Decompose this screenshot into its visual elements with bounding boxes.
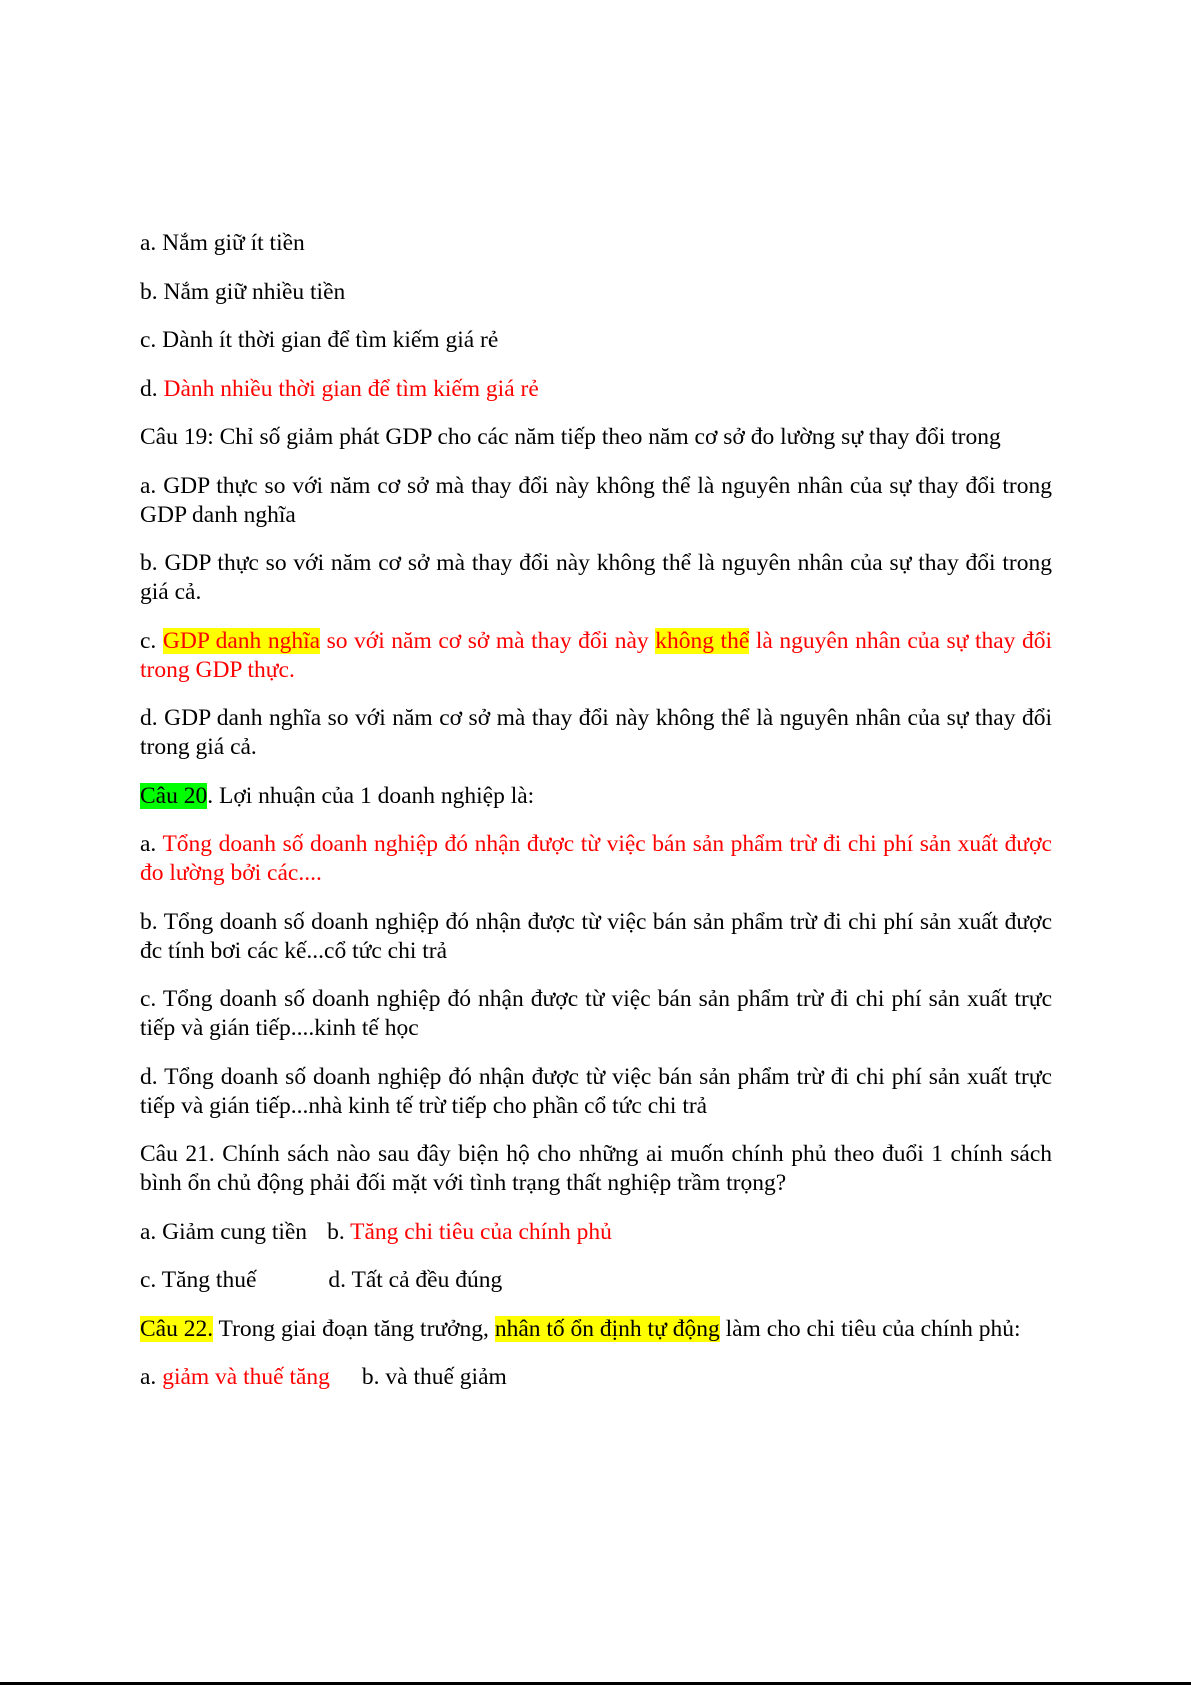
q20-option-a-answer: Tổng doanh số doanh nghiệp đó nhận được từ việc bán sản phẩm trừ đi chi phí sản xuất được đo lường bởi các.... [140,831,1052,886]
q19-option-c-mid: so với năm cơ sở mà thay đổi này [320,627,656,654]
q18-option-c: c. Dành ít thời gian để tìm kiếm giá rẻ [140,327,499,353]
q21-option-b-prefix: b. [327,1218,351,1245]
q22-question [140,1315,1052,1344]
q22-question-highlight: nhân tố ổn định tự động [494,1315,720,1342]
document-page [140,229,1052,1412]
q20-question [140,782,1052,811]
q19-option-a: a. GDP thực so với năm cơ sở mà thay đổi này không thể là nguyên nhân của sự thay đổi trong GDP danh nghĩa [140,472,1052,528]
q22-options-ab [140,1363,1052,1392]
q19-option-c-prefix: c. [140,627,163,654]
q20-option-d: d. Tổng doanh số doanh nghiệp đó nhận được từ việc bán sản phẩm trừ đi chi phí sản xuất trực tiếp và gián tiếp...nhà kinh tế trừ tiếp cho phần cổ tức chi trả [140,1063,1052,1119]
q20-option-a [140,830,1052,888]
q22-option-a-answer: giảm và thuế tăng [162,1364,330,1390]
q20-option-a-prefix: a. [140,831,163,857]
q22-option-b: b. và thuế giảm [361,1364,507,1390]
q19-option-b: b. GDP thực so với năm cơ sở mà thay đổi này không thể là nguyên nhân của sự thay đổi trong giá cả. [140,550,1052,605]
q19-option-c-highlight-2: không thể [655,627,750,654]
q20-label: Câu 20 [140,782,208,809]
q22-option-a-prefix: a. [140,1364,163,1390]
q18-option-a: a. Nắm giữ ít tiền [140,230,305,256]
q21-option-a: a. Giảm cung tiền [140,1218,308,1245]
q19-option-c-end: là nguyên nhân của sự thay đổi trong GDP thực. [140,627,1052,683]
q21-options-cd [140,1266,1052,1295]
q18-option-d-answer: Dành nhiều thời gian để tìm kiếm giá rẻ [163,375,539,402]
q21-options-ab [140,1218,1052,1247]
q18-option-d [140,375,1052,404]
q18-option-d-prefix: d. [140,375,164,402]
q20-option-c: c. Tổng doanh số doanh nghiệp đó nhận được từ việc bán sản phẩm trừ đi chi phí sản xuất trực tiếp và gián tiếp....kinh tế học [140,986,1052,1041]
q20-option-b: b. Tổng doanh số doanh nghiệp đó nhận được từ việc bán sản phẩm trừ đi chi phí sản xuất được đc tính bơi các kế...cổ tức chi trả [140,908,1052,964]
q21-option-b-answer: Tăng chi tiêu của chính phủ [350,1218,612,1245]
q21-option-c: c. Tăng thuế [140,1267,257,1293]
q20-question-text: . Lợi nhuận của 1 doanh nghiệp là: [207,782,535,809]
q19-question: Câu 19: Chỉ số giảm phát GDP cho các năm tiếp theo năm cơ sở đo lường sự thay đổi trong [140,424,1001,450]
q22-label: Câu 22. [140,1315,214,1342]
q19-option-d: d. GDP danh nghĩa so với năm cơ sở mà thay đổi này không thể là nguyên nhân của sự thay đổi trong giá cả. [140,705,1052,760]
q18-option-b: b. Nắm giữ nhiều tiền [140,278,346,305]
q22-question-mid: Trong giai đoạn tăng trưởng, [213,1315,495,1342]
q19-option-c-highlight-1: GDP danh nghĩa [162,627,321,654]
q22-question-end: làm cho chi tiêu của chính phủ: [719,1315,1021,1342]
q19-option-c [140,627,1052,685]
q21-option-d: d. Tất cả đều đúng [328,1267,503,1293]
q21-question: Câu 21. Chính sách nào sau đây biện hộ cho những ai muốn chính phủ theo đuổi 1 chính sách bình ổn chủ động phải đối mặt với tình trạng thất nghiệp trầm trọng? [140,1141,1052,1196]
